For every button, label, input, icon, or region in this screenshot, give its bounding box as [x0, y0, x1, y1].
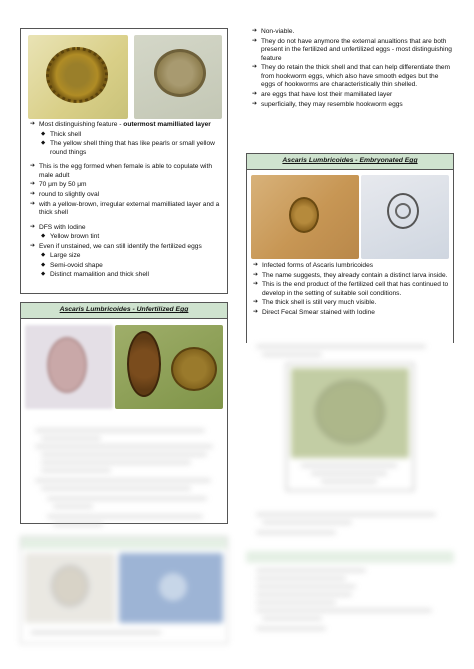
note-line: ➔ The thick shell is still very much visible.: [253, 299, 449, 308]
unfertilized-egg-shape: [47, 337, 87, 393]
decorticated-notes: [252, 28, 454, 110]
note-line: ➔ round to slightly oval: [30, 191, 224, 200]
note-line: ➔ This is the end product of the fertilized cell that has continued to develop in the setting of suitable soil conditions.: [253, 281, 449, 298]
unfertilized-egg-photo-left: [25, 325, 113, 409]
unfertilized-egg-photo-right: [115, 325, 223, 409]
unfertilized-egg-shape-2: [127, 331, 161, 397]
note-line: ➔ 70 μm by 50 μm: [30, 181, 224, 190]
unfertilized-egg-title: Ascaris Lumbricoides - Unfertilized Egg: [21, 303, 227, 319]
note-line: ➔ The name suggests, they already contain a distinct larva inside.: [253, 272, 449, 281]
fertilized-egg-card: [20, 28, 228, 294]
note-line: ➔ This is the egg formed when female is able to copulate with male adult: [30, 163, 224, 180]
note-line: ➔ Non-viable.: [252, 28, 454, 37]
fertilized-egg-notes: [30, 121, 224, 281]
embryonated-egg-notes: [253, 262, 449, 318]
embryonated-egg-shape: [289, 197, 319, 233]
note-sub-line: ◆ Thick shell: [30, 131, 224, 140]
note-line: ➔ Most distinguishing feature - outermost mamilliated layer: [30, 121, 224, 130]
embryonated-egg-photo-right: [361, 175, 449, 259]
note-line: ➔ Infected forms of Ascaris lumbricoides: [253, 262, 449, 271]
embryonated-larva-coil: [395, 203, 411, 219]
blurred-lower-right: [246, 343, 454, 643]
fertilized-egg-shape: [46, 47, 108, 103]
note-sub-line: ◆ Distinct mamalition and thick shell: [30, 271, 224, 280]
note-line: ➔ are eggs that have lost their mamillated layer: [252, 91, 454, 100]
note-line: ➔ They do retain the thick shell and that can help differentiate them from hookworm eggs, which also have smooth edges but the eggs of hookworms are characteristically thin shelled.: [252, 64, 454, 90]
note-line: ➔ with a yellow-brown, irregular external mamilliated layer and a thick shell: [30, 201, 224, 218]
embryonated-egg-photo-left: [251, 175, 359, 259]
note-sub-line: ◆ The yellow shell thing that has like pearls or small yellow round things: [30, 140, 224, 157]
fertilized-egg-shape-2: [154, 49, 206, 97]
note-line: ➔ Even if unstained, we can still identify the fertilized eggs: [30, 243, 224, 252]
unfertilized-egg-card: [20, 302, 228, 524]
note-line: ➔ Direct Fecal Smear stained with Iodine: [253, 309, 449, 318]
note-sub-line: ◆ Large size: [30, 252, 224, 261]
embryonated-egg-title: Ascaris Lumbricoides - Embryonated Egg: [247, 154, 453, 170]
unfertilized-egg-shape-3: [171, 347, 217, 391]
note-line: ➔ They do not have anymore the external anualtions that are both present in the fertilized and unfertilized eggs - most distinguishing feature: [252, 38, 454, 64]
blurred-lower-left-card: [20, 536, 228, 644]
note-sub-line: ◆ Yellow brown tint: [30, 233, 224, 242]
fertilized-egg-photo-right: [134, 35, 222, 119]
note-line: ➔ superficially, they may resemble hookworm eggs: [252, 101, 454, 110]
note-sub-line: ◆ Semi-ovoid shape: [30, 262, 224, 271]
note-line: ➔ DFS with Iodine: [30, 224, 224, 233]
fertilized-egg-photo-left: [28, 35, 128, 119]
embryonated-egg-card: [246, 153, 454, 343]
